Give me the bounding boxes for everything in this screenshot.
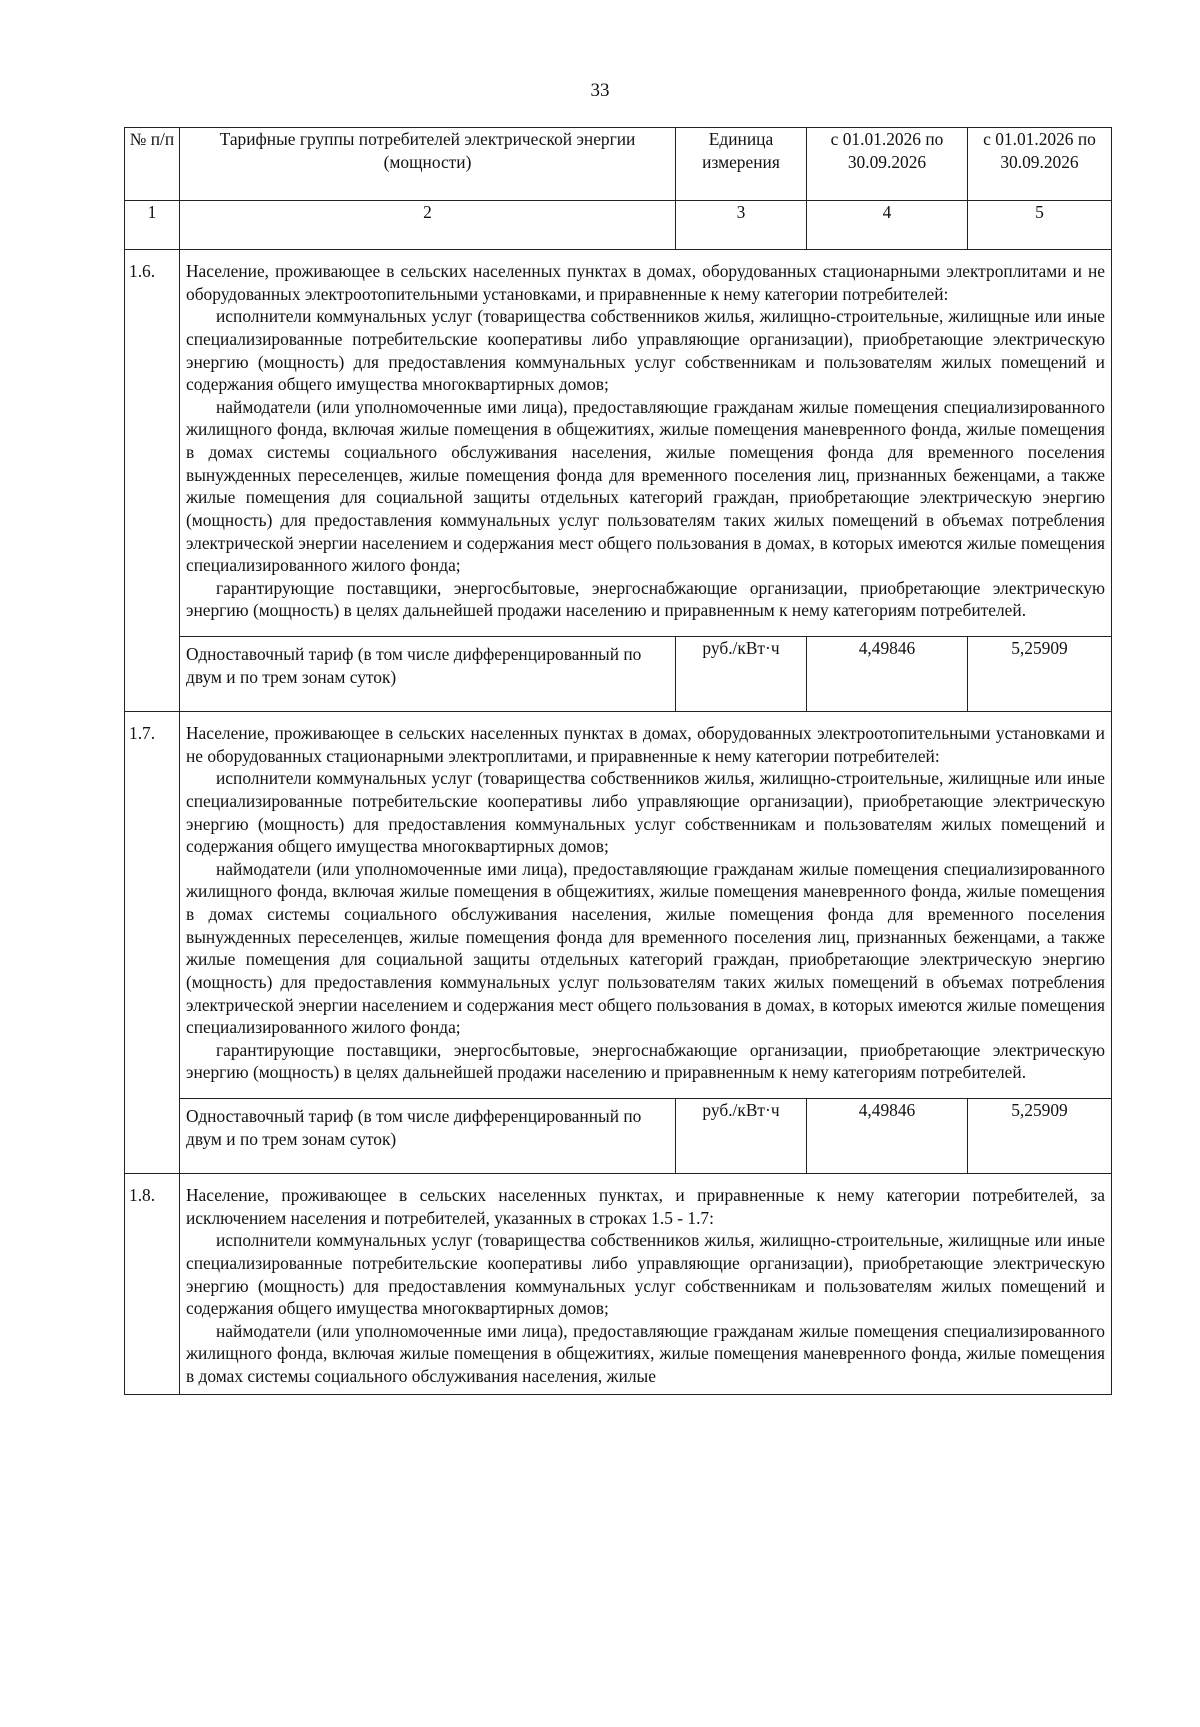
section-description (180, 250, 1112, 637)
rate-label: Одноставочный тариф (в том числе дифференцированный по двум и по трем зонам суток) (180, 637, 676, 712)
section-paragraph: гарантирующие поставщики, энергосбытовые, энергоснабжающие организации, приобретающие электрическую энергию (мощность) в целях дальнейшей продажи населению и приравненным к нему категориям потребителей. (186, 1039, 1105, 1083)
tariff-table (124, 127, 1112, 1395)
section-paragraph: Население, проживающее в сельских населенных пунктах в домах, оборудованных стационарными электроплитами и не оборудованных электроотопительными установками, и приравненные к нему категории потребителей: (186, 261, 1105, 304)
header-tariff-groups: Тарифные группы потребителей электрической энергии (мощности) (180, 128, 676, 201)
section-paragraph: исполнители коммунальных услуг (товарищества собственников жилья, жилищно-строительные, жилищные или иные специализированные потребительские кооперативы либо управляющие организации), приобретающие электрическую энергию (мощность) для предоставления коммунальных услуг собственникам и пользователям жилых помещений и содержания общего имущества многоквартирных домов; (186, 1230, 1105, 1319)
section-number: 1.7. (125, 712, 180, 1174)
section-paragraph: исполнители коммунальных услуг (товарищества собственников жилья, жилищно-строительные, жилищные или иные специализированные потребительские кооперативы либо управляющие организации), приобретающие электрическую энергию (мощность) для предоставления коммунальных услуг собственникам и пользователям жилых помещений и содержания общего имущества многоквартирных домов; (186, 768, 1105, 857)
rate-value-2: 5,25909 (968, 1099, 1112, 1174)
rate-row-1-6 (125, 637, 1112, 712)
section-paragraph: исполнители коммунальных услуг (товарищества собственников жилья, жилищно-строительные, жилищные или иные специализированные потребительские кооперативы либо управляющие организации), приобретающие электрическую энергию (мощность) для предоставления коммунальных услуг собственникам и пользователям жилых помещений и содержания общего имущества многоквартирных домов; (186, 306, 1105, 395)
column-index: 4 (807, 201, 968, 250)
table-header-row (125, 128, 1112, 201)
rate-row-1-7 (125, 1099, 1112, 1174)
rate-value-1: 4,49846 (807, 637, 968, 712)
column-index: 5 (968, 201, 1112, 250)
header-period-2: с 01.01.2026 по 30.09.2026 (968, 128, 1112, 201)
section-paragraph: наймодатели (или уполномоченные ими лица), предоставляющие гражданам жилые помещения специализированного жилищного фонда, включая жилые помещения в общежитиях, жилые помещения маневренного фонда, жилые помещения в домах системы социального обслуживания населения, жилые помещения фонда для временного поселения вынужденных переселенцев, жилые помещения фонда для временного поселения лиц, признанных беженцами, а также жилые помещения для социальной защиты отдельных категорий граждан, приобретающие электрическую энергию (мощность) для предоставления коммунальных услуг пользователям таких жилых помещений в объемах потребления электрической энергии населением и содержания мест общего пользования в домах, в которых имеются жилые помещения специализированного жилого фонда; (186, 396, 1105, 576)
rate-unit: руб./кВт·ч (676, 637, 807, 712)
header-number: № п/п (125, 128, 180, 201)
section-description (180, 712, 1112, 1099)
column-index: 3 (676, 201, 807, 250)
rate-unit: руб./кВт·ч (676, 1099, 807, 1174)
rate-value-1: 4,49846 (807, 1099, 968, 1174)
rate-label: Одноставочный тариф (в том числе дифференцированный по двум и по трем зонам суток) (180, 1099, 676, 1174)
section-paragraph: наймодатели (или уполномоченные ими лица), предоставляющие гражданам жилые помещения специализированного жилищного фонда, включая жилые помещения в общежитиях, жилые помещения маневренного фонда, жилые помещения в домах системы социального обслуживания населения, жилые (186, 1320, 1105, 1386)
section-paragraph: гарантирующие поставщики, энергосбытовые, энергоснабжающие организации, приобретающие электрическую энергию (мощность) в целях дальнейшей продажи населению и приравненным к нему категориям потребителей. (186, 577, 1105, 621)
page-number: 33 (590, 80, 610, 101)
header-unit: Единица измерения (676, 128, 807, 201)
section-description (180, 1174, 1112, 1395)
column-index: 2 (180, 201, 676, 250)
section-number: 1.6. (125, 250, 180, 712)
section-paragraph: Население, проживающее в сельских населенных пунктах в домах, оборудованных электроотопительными установками и не оборудованных стационарными электроплитами, и приравненные к нему категории потребителей: (186, 723, 1105, 766)
section-row-1-7 (125, 712, 1112, 1099)
section-paragraph: наймодатели (или уполномоченные ими лица), предоставляющие гражданам жилые помещения специализированного жилищного фонда, включая жилые помещения в общежитиях, жилые помещения маневренного фонда, жилые помещения в домах системы социального обслуживания населения, жилые помещения фонда для временного поселения вынужденных переселенцев, жилые помещения фонда для временного поселения лиц, признанных беженцами, а также жилые помещения для социальной защиты отдельных категорий граждан, приобретающие электрическую энергию (мощность) для предоставления коммунальных услуг пользователям таких жилых помещений в объемах потребления электрической энергии населением и содержания мест общего пользования в домах, в которых имеются жилые помещения специализированного жилого фонда; (186, 858, 1105, 1038)
column-index: 1 (125, 201, 180, 250)
section-row-1-8 (125, 1174, 1112, 1395)
section-number: 1.8. (125, 1174, 180, 1395)
rate-value-2: 5,25909 (968, 637, 1112, 712)
column-index-row (125, 201, 1112, 250)
section-paragraph: Население, проживающее в сельских населенных пунктах, и приравненные к нему категории потребителей, за исключением населения и потребителей, указанных в строках 1.5 - 1.7: (186, 1185, 1105, 1228)
header-period-1: с 01.01.2026 по 30.09.2026 (807, 128, 968, 201)
section-row-1-6 (125, 250, 1112, 637)
